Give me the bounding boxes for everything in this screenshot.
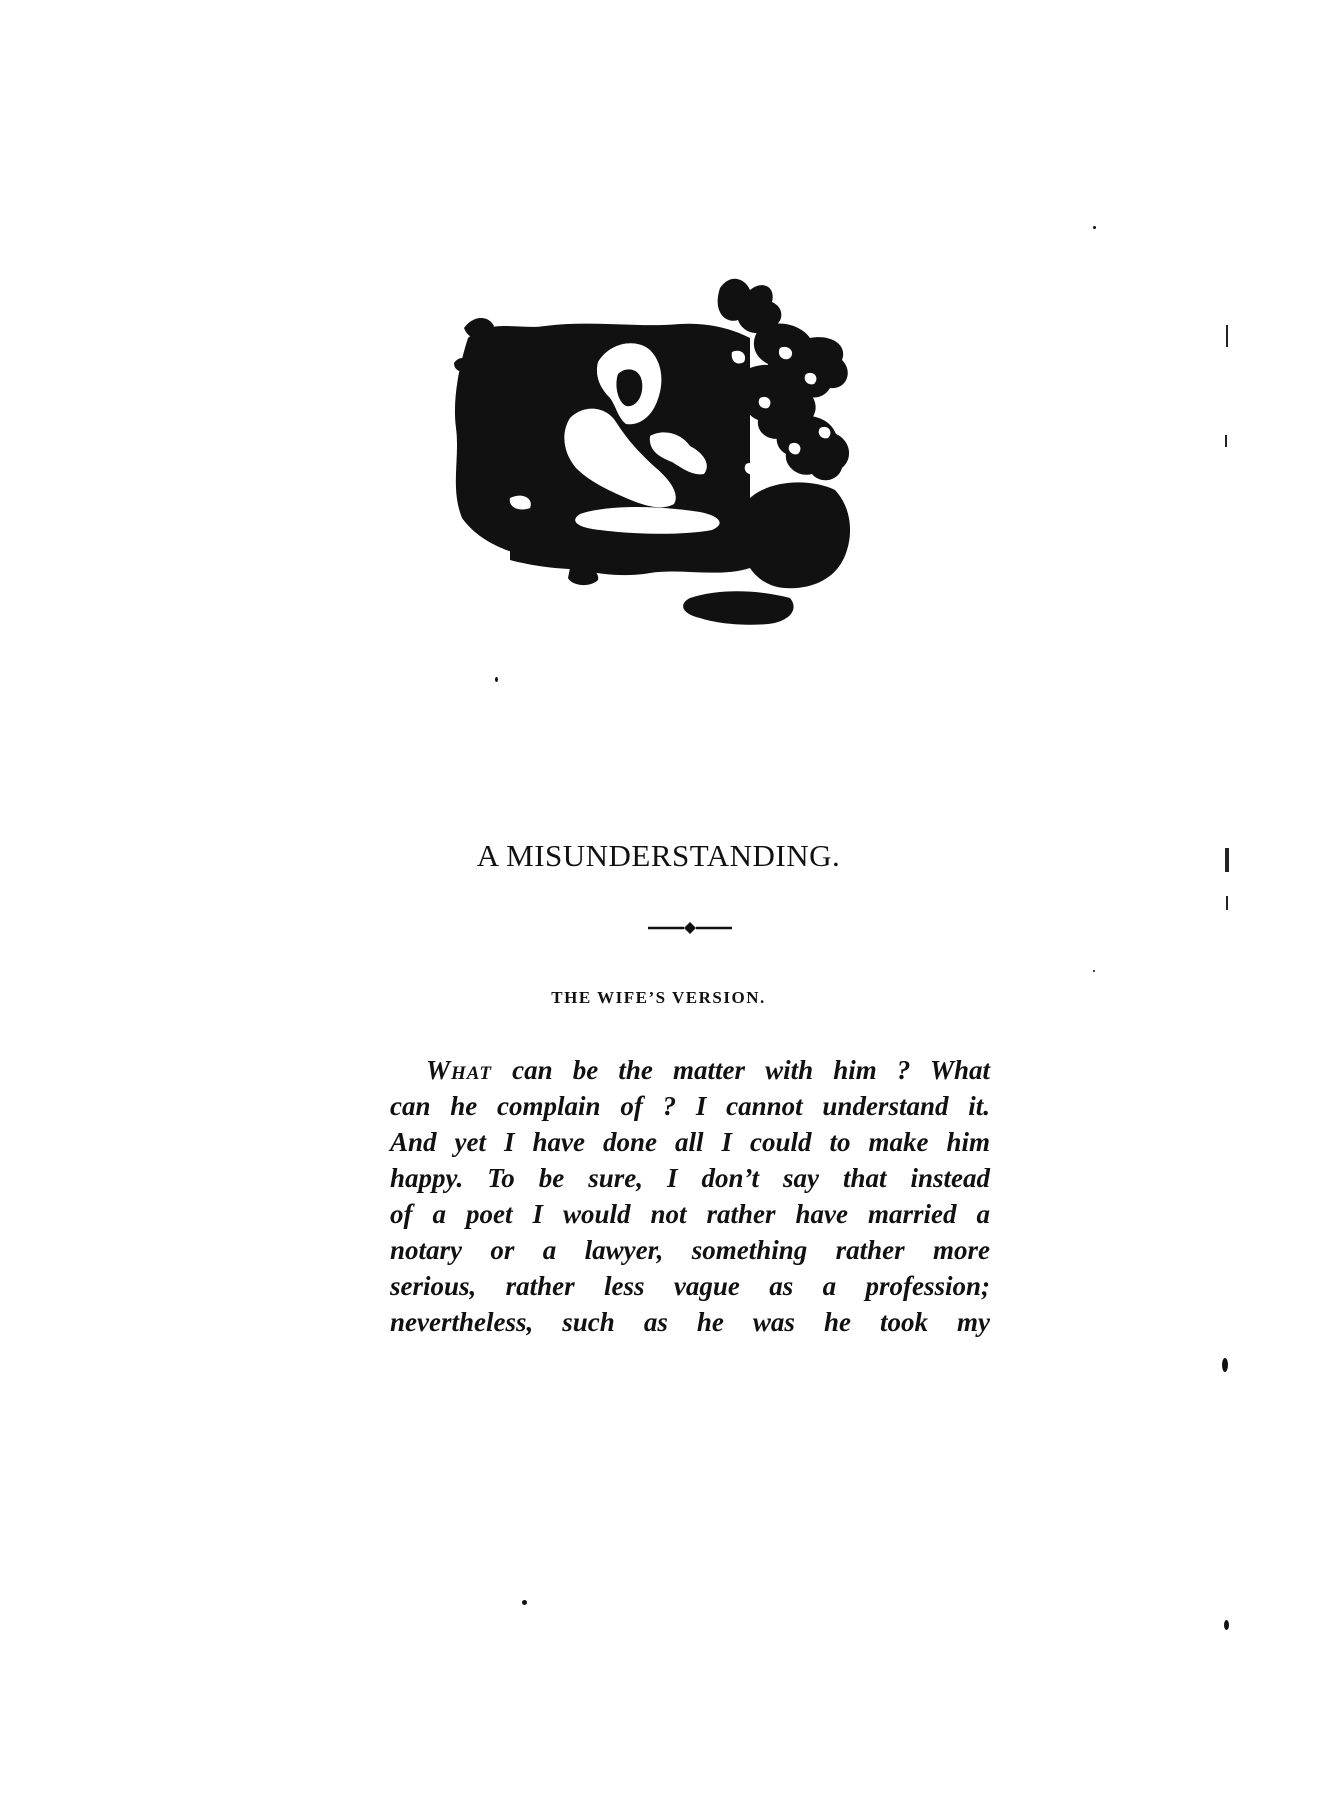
chapter-title: A MISUNDERSTANDING. xyxy=(476,838,841,873)
body-paragraph xyxy=(390,1052,990,1340)
scan-mark xyxy=(1226,896,1228,910)
scan-mark xyxy=(1225,848,1229,872)
scan-speck xyxy=(495,677,498,682)
text-line-content: can be the matter with him ? What xyxy=(512,1055,991,1085)
scan-speck xyxy=(1093,226,1096,229)
scan-mark xyxy=(1225,435,1227,447)
text-line: nevertheless, such as he was he took my xyxy=(390,1307,990,1337)
text-line: And yet I have done all I could to make him xyxy=(390,1127,990,1157)
scan-speck xyxy=(522,1600,527,1605)
vignette-illustration xyxy=(450,268,930,668)
text-line xyxy=(390,1052,990,1088)
text-line: serious, rather less vague as a profession; xyxy=(390,1271,990,1301)
scan-speck xyxy=(1093,970,1095,972)
text-line: notary or a lawyer, something rather more xyxy=(390,1235,990,1265)
title-ornament xyxy=(644,918,736,938)
scan-mark xyxy=(1226,325,1228,347)
scan-speck xyxy=(1224,1620,1229,1630)
section-subtitle: THE WIFE’S VERSION. xyxy=(551,988,766,1007)
scan-speck xyxy=(1222,1358,1228,1372)
text-line: of a poet I would not rather have married a xyxy=(390,1199,990,1229)
text-line: happy. To be sure, I don’t say that instead xyxy=(390,1163,990,1193)
first-word: What xyxy=(426,1055,493,1085)
text-line: can he complain of ? I cannot understand it. xyxy=(390,1091,990,1121)
